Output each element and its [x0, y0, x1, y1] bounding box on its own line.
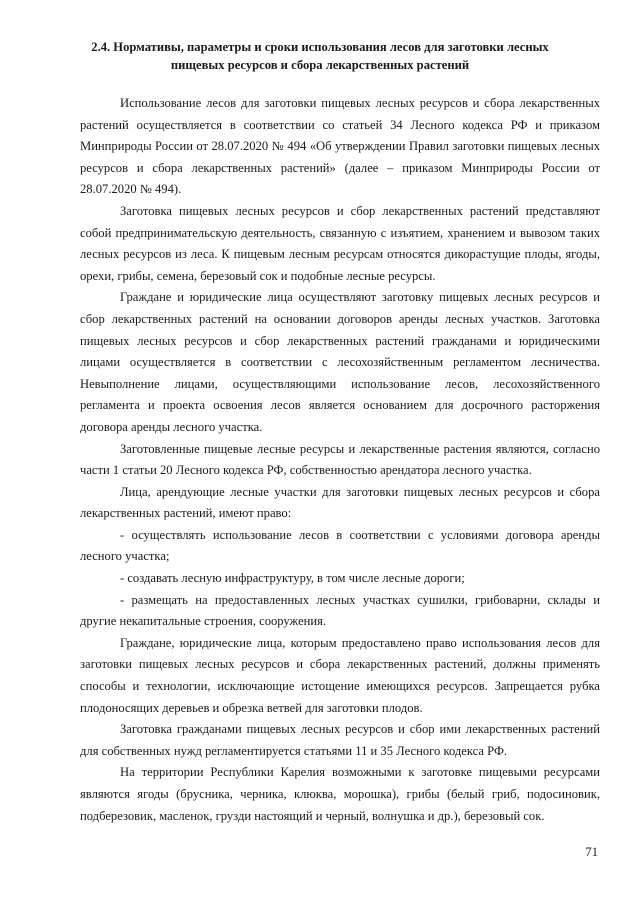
page-number: 71	[585, 845, 598, 859]
paragraph-karelia-resources: На территории Республики Карелия возможными к заготовке пищевыми ресурсами являются ягоды (брусника, черника, клюква, морошка), грибы (белый гриб, подосиновик, подберезовик, масленок, грузди настоящий и черный, волнушка и др.), березовый сок.	[80, 765, 600, 823]
paragraph-ownership: Заготовленные пищевые лесные ресурсы и лекарственные растения являются, согласно части 1 статьи 20 Лесного кодекса РФ, собственностью арендатора лесного участка.	[80, 441, 600, 478]
section-heading-line-2: пищевых ресурсов и сбора лекарственных растений	[170, 58, 470, 72]
paragraph-definition: Заготовка пищевых лесных ресурсов и сбор лекарственных растений представляют собой предпринимательскую деятельность, связанную с изъятием, хранением и вывозом таких лесных ресурсов из леса. К пищевым лесным ресурсам относятся дикорастущие плоды, ягоды, орехи, грибы, семена, березовый сок и подобные лесные ресурсы.	[80, 203, 600, 283]
paragraph-lease-agreements: Граждане и юридические лица осуществляют заготовку пищевых лесных ресурсов и сбор лекарственных растений на основании договоров аренды лесных участков. Заготовка пищевых лесных ресурсов и сбор лекарственных растений гражданами и юридическими лицами осуществляется в соответствии с лесохозяйственным регламентом лесничества. Невыполнение лицами, осуществляющими использование лесов, лесохозяйственного регламента и проекта освоения лесов является основанием для досрочного расторжения договора аренды лесного участка.	[80, 290, 600, 434]
section-heading-line-1: 2.4. Нормативы, параметры и сроки использования лесов для заготовки лесных	[91, 40, 549, 54]
paragraph-legal-basis: Использование лесов для заготовки пищевых лесных ресурсов и сбора лекарственных растений осуществляется в соответствии со статьей 34 Лесного кодекса РФ и приказом Минприроды России от 28.07.2020 № 494 «Об утверждении Правил заготовки пищевых лесных ресурсов и сбора лекарственных растений» (далее – приказом Минприроды России от 28.07.2020 № 494).	[80, 96, 600, 197]
list-item-structures: - размещать на предоставленных лесных участках сушилки, грибоварни, склады и другие некапитальные строения, сооружения.	[80, 592, 600, 629]
paragraph-lessee-rights: Лица, арендующие лесные участки для заготовки пищевых лесных ресурсов и сбора лекарственных растений, имеют право:	[80, 484, 600, 521]
section-heading	[80, 38, 560, 74]
body-text	[80, 93, 600, 827]
paragraph-technologies: Граждане, юридические лица, которым предоставлено право использования лесов для заготовки пищевых лесных ресурсов и сбора лекарственных растений, должны применять способы и технологии, исключающие истощение имеющихся ресурсов. Запрещается рубка плодоносящих деревьев и обрезка ветвей для заготовки плодов.	[80, 635, 600, 715]
list-item-use-forests: - осуществлять использование лесов в соответствии с условиями договора аренды лесного участка;	[80, 527, 600, 564]
paragraph-own-needs: Заготовка гражданами пищевых лесных ресурсов и сбор ими лекарственных растений для собственных нужд регламентируется статьями 11 и 35 Лесного кодекса РФ.	[80, 722, 600, 758]
list-item-infrastructure: - создавать лесную инфраструктуру, в том числе лесные дороги;	[120, 571, 465, 586]
